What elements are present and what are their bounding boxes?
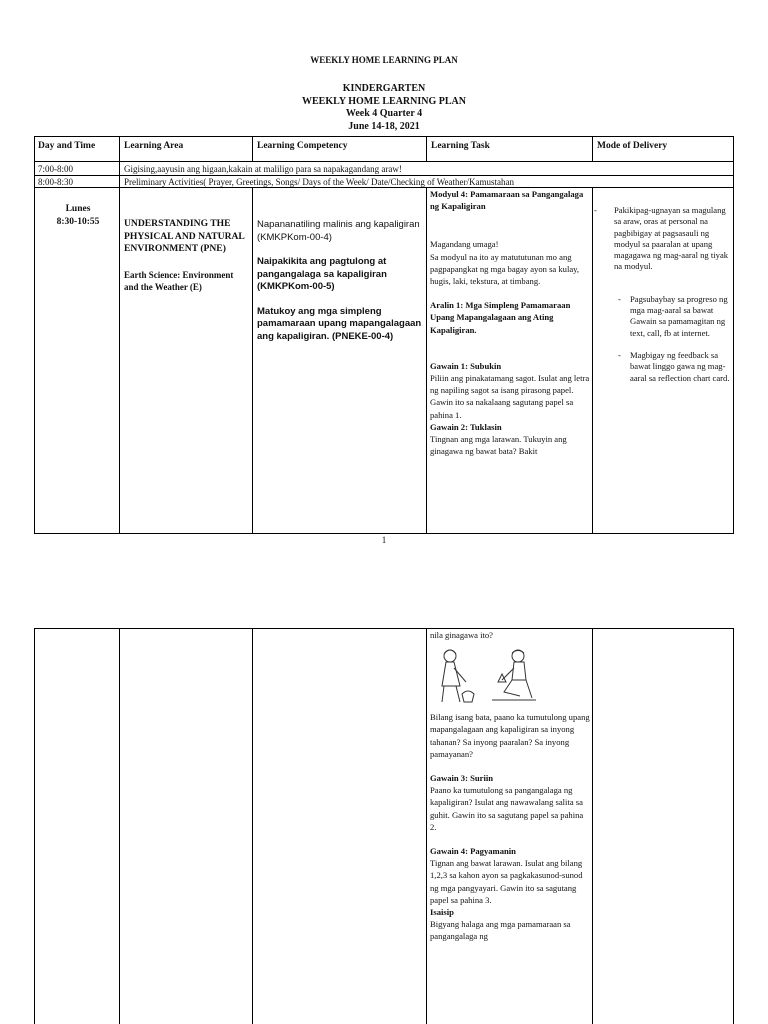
bullet-dash: - <box>594 205 597 215</box>
time-label: 8:30-10:55 <box>56 217 100 227</box>
header-line-plan: WEEKLY HOME LEARNING PLAN <box>301 95 466 107</box>
mode-item-2-text: Pagsubaybay sa progreso ng mga mag-aaral sa bawat Gawain sa pamamagitan ng text, call, fb at internet. <box>630 293 728 338</box>
competency-1: Napananatiling malinis ang kapaligiran (KMKPKom-00-4) <box>257 219 420 243</box>
continuation-text: nila ginagawa ito? <box>430 630 493 640</box>
mode-item-3 <box>618 349 730 384</box>
gawain3-title: Gawain 3: Suriin <box>430 773 494 784</box>
gawain4-title: Gawain 4: Pagyamanin <box>430 846 516 857</box>
mode-delivery-cell <box>594 205 730 384</box>
gawain2-text: Tingnan ang mga larawan. Tukuyin ang ginagawa ng bawat bata? Bakit <box>430 434 567 457</box>
day-label: Lunes <box>65 204 91 214</box>
col-header-learning-task: Learning Task <box>431 141 490 151</box>
gawain1-text: Piliin ang pinakatamang sagot. Isulat ang letra ng napiling sagot sa isang pirasong papel. Gawin ito sa nakalaang sagutang papel sa pahina 1. <box>430 373 590 420</box>
page-number: 1 <box>381 535 387 545</box>
aralin-title: Aralin 1: Mga Simpleng Pamamaraan Upang Mapangalagaan ang Ating Kapaligiran. <box>430 300 571 335</box>
mode-item-3-text: Magbigay ng feedback sa bawat linggo gawa ng mag-aaral sa reflection chart card. <box>630 349 730 383</box>
row-activity-8: Preliminary Activities( Prayer, Greetings, Songs/ Days of the Week/ Date/Checking of Weather/Kamustahan <box>124 177 515 187</box>
header-line-week: Week 4 Quarter 4 <box>345 108 423 119</box>
bullet-dash: - <box>618 349 621 360</box>
page-title: WEEKLY HOME LEARNING PLAN <box>310 55 458 65</box>
plan-header <box>0 83 768 133</box>
gawain1-title: Gawain 1: Subukin <box>430 360 502 371</box>
day-time-cell <box>38 203 118 229</box>
gawain2-title: Gawain 2: Tuklasin <box>430 421 502 432</box>
question-text: Bilang isang bata, paano ka tumutulong upang mapangalagaan ang kapaligiran sa inyong tahanan? Sa inyong paaralan? Sa inyong pamayanan? <box>430 712 590 759</box>
competency-3: Matukoy ang mga simpleng pamamaraan upang mapangalagaan ang kapaligiran. (PNEKE-00-4) <box>257 305 422 342</box>
learning-area-subtitle: Earth Science: Environment and the Weather (E) <box>124 269 234 292</box>
learning-area-cell <box>124 218 250 294</box>
header-line-grade: KINDERGARTEN <box>342 83 426 94</box>
competency-2: Naipakikita ang pagtulong at pangangalaga sa kapaligiran (KMKPKom-00-5) <box>257 256 387 292</box>
greeting-text: Magandang umaga! <box>430 239 499 250</box>
learning-task-cell <box>430 188 590 457</box>
col-header-day-time: Day and Time <box>38 141 96 151</box>
intro-text: Sa modyul na ito ay matututunan mo ang pagpapangkat ng mga bagay ayon sa kulay, hugis, laki, tekstura, at timbang. <box>430 251 580 287</box>
gawain4-text: Tignan ang bawat larawan. Isulat ang bilang 1,2,3 sa kahon ayon sa pagkakasunod-sunod ng mga pangyayari. Gawin ito sa sagutang papel sa pahina 3. <box>430 858 583 905</box>
col-header-learning-area: Learning Area <box>124 141 184 151</box>
learning-task-cell-page2 <box>430 629 590 943</box>
learning-area-title: UNDERSTANDING THE PHYSICAL AND NATURAL ENVIRONMENT (PNE) <box>124 218 245 254</box>
mode-item-2 <box>618 293 730 339</box>
mode-item-1 <box>594 205 730 273</box>
row-activity-7: Gigising,aayusin ang higaan,kakain at maliligo para sa napakagandang araw! <box>124 164 402 174</box>
row-time-7: 7:00-8:00 <box>38 164 73 174</box>
mode-item-1-text: Pakikipag-ugnayan sa magulang sa araw, oras at personal na pagbibigay at pagsasauli ng modyul sa paaralan at upang magagawa ng mag-aaral ng tiyak na modyul. <box>614 205 729 272</box>
gawain3-text: Paano ka tumutulong sa pangangalaga ng kapaligiran? Isulat ang nawawalang salita sa guhit. Gawin ito sa sagutang papel sa pahina 2. <box>430 785 584 832</box>
isaisip-title: Isaisip <box>430 907 454 918</box>
competency-cell <box>257 219 423 343</box>
col-header-mode-delivery: Mode of Delivery <box>597 141 668 151</box>
row-time-8: 8:00-8:30 <box>38 177 73 187</box>
header-line-date: June 14-18, 2021 <box>348 120 420 132</box>
isaisip-text: Bigyang halaga ang mga pamamaraan sa pangangalaga ng <box>430 919 571 942</box>
bullet-dash: - <box>618 293 621 304</box>
col-header-learning-competency: Learning Competency <box>257 141 348 151</box>
modyul-title: Modyul 4: Pamamaraan sa Pangangalaga ng Kapaligiran <box>430 189 584 212</box>
